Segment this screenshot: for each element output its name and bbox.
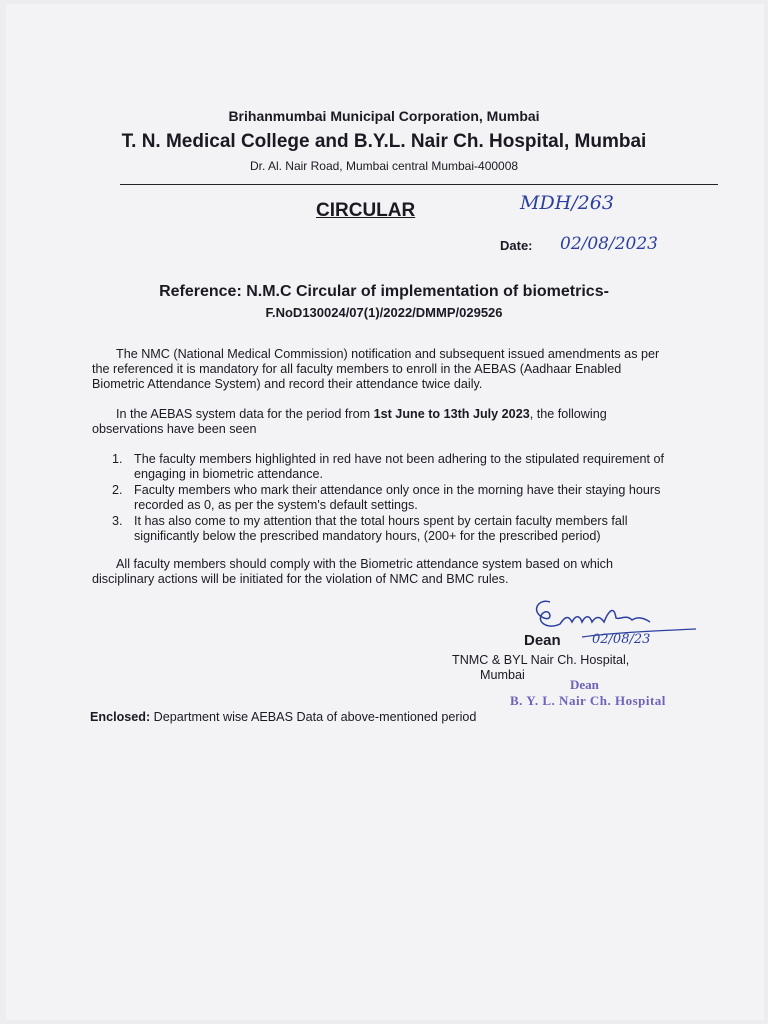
enclosure-label: Enclosed: (90, 710, 151, 724)
list-item-text: Faculty members who mark their attendance only once in the morning have their staying hours recorded as 0, as per the system's default settings. (134, 483, 661, 512)
list-item (92, 514, 682, 544)
paragraph-text: All faculty members should comply with the Biometric attendance system based on which disciplinary actions will be initiated for the violation of NMC and BMC rules. (92, 557, 613, 586)
date-label: Date: (500, 238, 533, 253)
enclosure-text: Department wise AEBAS Data of above-mentioned period (150, 710, 477, 724)
list-item-text: It has also come to my attention that the total hours spent by certain faculty members fall significantly below the prescribed mandatory hours, (200+ for the prescribed period) (134, 514, 628, 543)
hospital-name: TNMC & BYL Nair Ch. Hospital, (452, 653, 630, 667)
dean-designation: Dean (524, 632, 561, 649)
list-number: 1. (112, 452, 123, 466)
enclosure-note (90, 710, 476, 724)
list-item (92, 452, 682, 482)
stamp-dean: Dean (570, 677, 599, 692)
circular-title: CIRCULAR (316, 200, 416, 221)
college-name: T. N. Medical College and B.Y.L. Nair Ch. Hospital, Mumbai (121, 131, 647, 152)
list-item (92, 483, 682, 513)
period-range: 1st June to 13th July 2023 (373, 407, 530, 421)
list-item-text: The faculty members highlighted in red have not been adhering to the stipulated requirement of engaging in biometric attendance. (134, 452, 664, 481)
hospital-city: Mumbai (480, 668, 525, 682)
header-divider (120, 184, 718, 185)
paragraph-text-start: In the AEBAS system data for the period from (116, 407, 374, 421)
reference-file-number: F.NoD130024/07(1)/2022/DMMP/029526 (265, 305, 503, 320)
organization-name: Brihanmumbai Municipal Corporation, Mumbai (228, 108, 540, 124)
stamp-hospital: B. Y. L. Nair Ch. Hospital (510, 693, 666, 708)
list-number: 2. (112, 483, 123, 497)
paragraph-compliance (92, 557, 677, 587)
paragraph-aebas-period (92, 407, 677, 437)
reference-title: Reference: N.M.C Circular of implementation of biometrics- (159, 283, 609, 300)
paragraph-nmc-notification (92, 347, 677, 392)
paragraph-text-end: , the following observations have been seen (92, 407, 607, 436)
paragraph-text: The NMC (National Medical Commission) notification and subsequent issued amendments as per the referenced it is mandatory for all faculty members to enroll in the AEBAS (Aadhaar Enabled Biometric Attendance System) and record their attendance twice daily. (92, 347, 660, 391)
observations-list (92, 452, 682, 545)
address: Dr. Al. Nair Road, Mumbai central Mumbai-400008 (249, 159, 519, 173)
handwritten-date: 02/08/2023 (560, 234, 658, 254)
list-number: 3. (112, 514, 123, 528)
signature-date: 02/08/23 (592, 632, 651, 647)
handwritten-reference: MDH/263 (520, 192, 614, 214)
